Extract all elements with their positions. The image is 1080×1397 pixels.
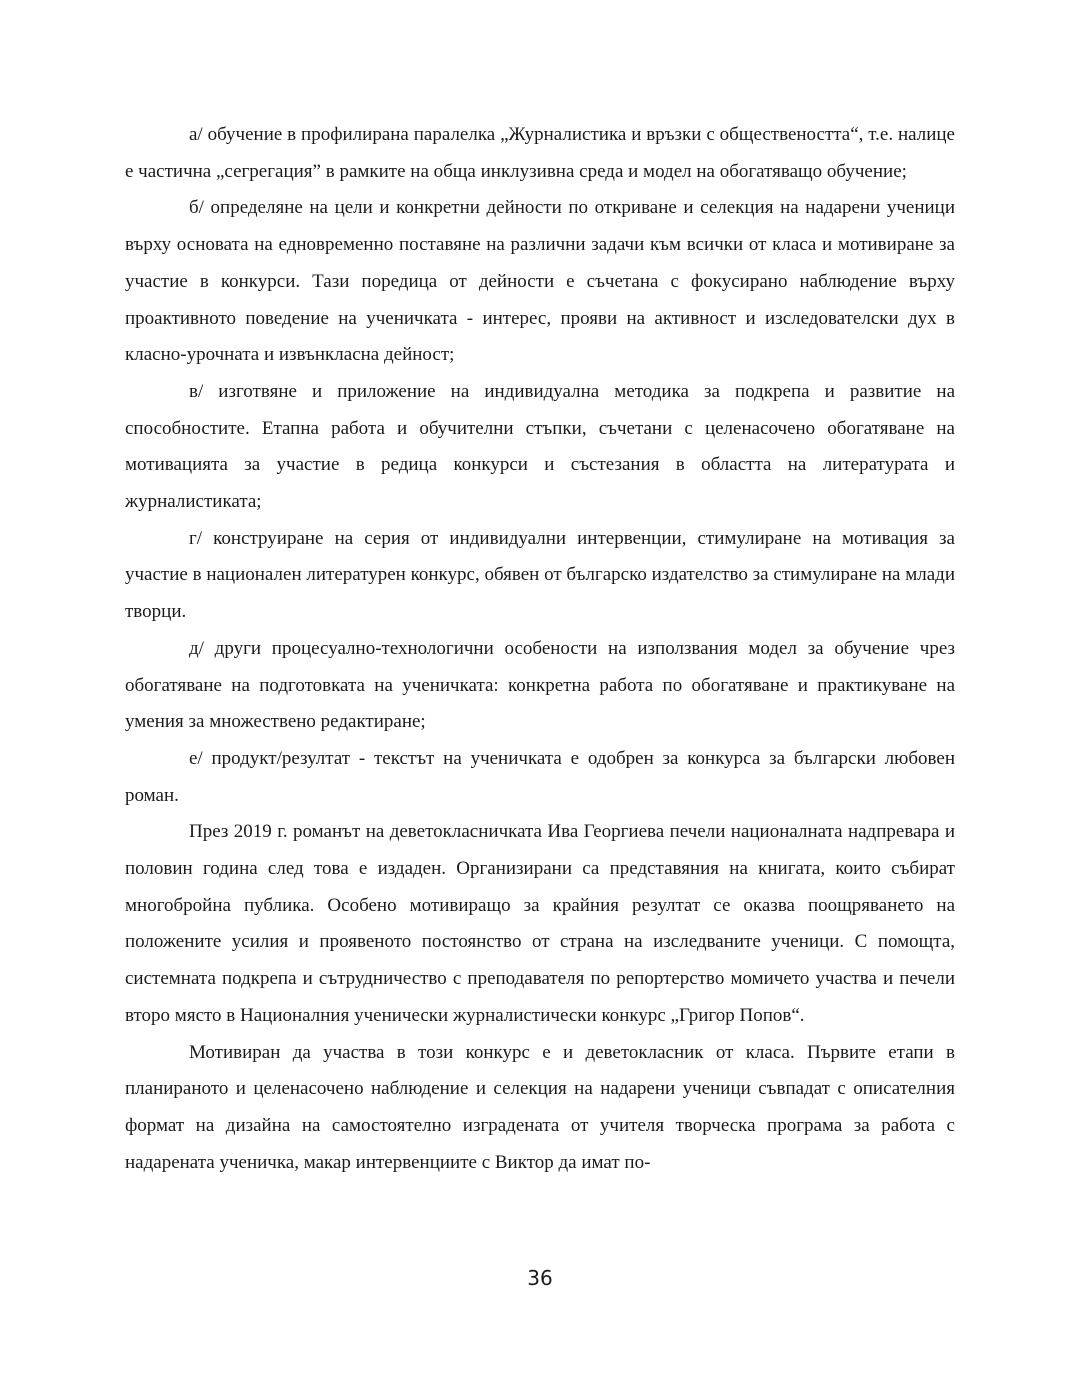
paragraph-e: е/ продукт/резултат - текстът на ученичката е одобрен за конкурса за български любовен роман.	[125, 747, 955, 806]
paragraph-motivated-student: Мотивиран да участва в този конкурс е и деветокласник от класа. Първите етапи в планираното и целенасочено наблюдение и селекция на надарени ученици съвпадат с описателния формат на дизайна на самостоятелно изградената от учителя творческа програма за работа с надарената ученичка, макар интервенциите с Виктор да имат по-	[125, 1041, 955, 1173]
page-number: 36	[527, 1266, 553, 1290]
paragraph-b: б/ определяне на цели и конкретни дейности по откриване и селекция на надарени ученици върху основата на едновременно поставяне на различни задачи към всички от класа и мотивиране за участие в конкурси. Тази поредица от дейности е съчетана с фокусирано наблюдение върху проактивното поведение на ученичката - интерес, прояви на активност и изследователски дух в класно-урочната и извънкласна дейност;	[125, 197, 955, 366]
paragraph-g: г/ конструиране на серия от индивидуални интервенции, стимулиране на мотивация за участие в национален литературен конкурс, обявен от българско издателство за стимулиране на млади творци.	[125, 527, 955, 623]
paragraph-2019-novel: През 2019 г. романът на деветокласничката Ива Георгиева печели националната надпревара и половин година след това е издаден. Организирани са представяния на книгата, които събират многобройна публика. Особено мотивиращо за крайния резултат се оказва поощряването на положените усилия и проявеното постоянство от страна на изследваните ученици. С помощта, системната подкрепа и сътрудничество с преподавателя по репортерство момичето участва и печели второ място в Националния ученически журналистически конкурс „Григор Попов“.	[125, 821, 955, 1026]
paragraph-v: в/ изготвяне и приложение на индивидуална методика за подкрепа и развитие на способностите. Етапна работа и обучителни стъпки, съчетани с целенасочено обогатяване на мотивацията за участие в редица конкурси и състезания в областта на литературата и журналистиката;	[125, 380, 955, 513]
body-text	[125, 117, 955, 1181]
paragraph-d: д/ други процесуално-технологични особености на използвания модел за обучение чрез обогатяване на подготовката на ученичката: конкретна работа по обогатяване и практикуване на умения за множествено редактиране;	[125, 637, 955, 733]
paragraph-a: а/ обучение в профилирана паралелка „Журналистика и връзки с обществеността“, т.е. налице е частична „сегрегация” в рамките на обща инклузивна среда и модел на обогатяващо обучение;	[125, 124, 955, 182]
